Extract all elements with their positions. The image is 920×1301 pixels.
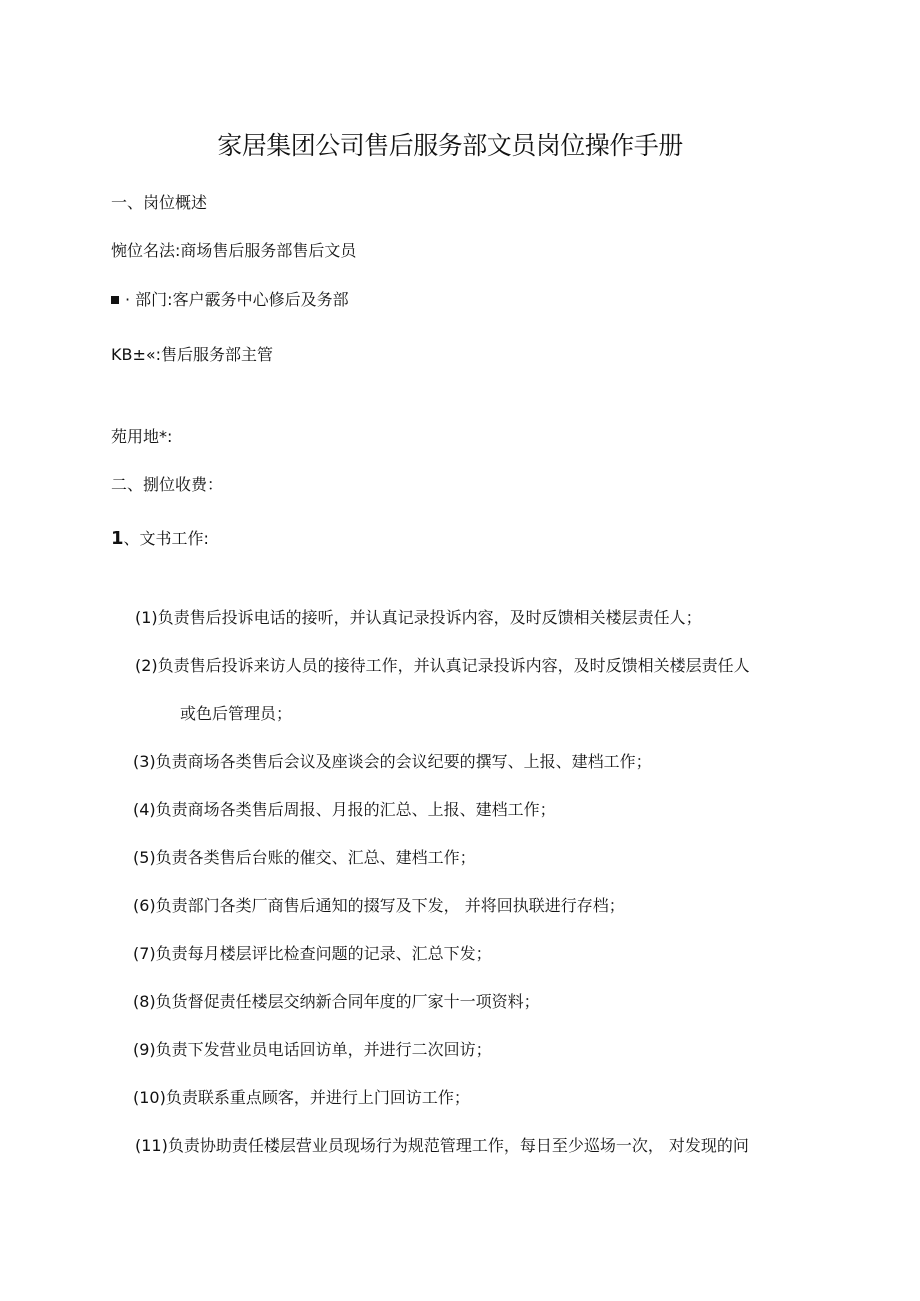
department-value: 客户霰务中心修后及务部 <box>172 290 349 309</box>
section-heading-overview: 一、岗位概述 <box>111 193 208 212</box>
department-line <box>111 290 349 310</box>
bullet-square-icon <box>111 296 119 304</box>
duty-item-continuation: 或色后管理员； <box>180 704 293 723</box>
superior-line: KB±«:售后服务部主管 <box>111 345 274 364</box>
subsection-number: 1 <box>111 528 124 549</box>
department-prefix: · 部门: <box>125 290 173 309</box>
duty-item: (4)负责商场各类售后周报、月报的汇总、上报、建档工作； <box>133 800 556 819</box>
duty-item: (8)负货督促责任楼层交纳新合同年度的厂家十一项资料； <box>133 992 540 1011</box>
applicable-line: 苑用地*: <box>111 427 173 446</box>
section-heading-duties: 二、捌位收费： <box>111 475 224 494</box>
subsection-heading-clerical <box>111 529 209 549</box>
duty-item: (3)负责商场各类售后会议及座谈会的会议纪要的撰写、上报、建档工作； <box>133 752 652 771</box>
position-name-line: 惋位名法:商场售后服务部售后文员 <box>111 241 357 260</box>
document-title: 家居集团公司售后服务部文员岗位操作手册 <box>217 131 683 160</box>
duty-item: (2)负责售后投诉来访人员的接待工作，并认真记录投诉内容，及时反馈相关楼层责任人 <box>135 656 750 675</box>
duty-item: (1)负责售后投诉电话的接听，并认真记录投诉内容，及时反馈相关楼层责任人； <box>135 608 702 627</box>
duty-item: (5)负责各类售后台账的催交、汇总、建档工作； <box>133 848 476 867</box>
subsection-label: 、文书工作: <box>123 529 209 548</box>
duty-item: (7)负责每月楼层评比检查问题的记录、汇总下发； <box>133 944 492 963</box>
duty-item: (10)负责联系重点顾客，并进行上门回访工作； <box>133 1088 470 1107</box>
duty-item: (6)负责部门各类厂商售后通知的掇写及下发， 并将回执联进行存档； <box>133 896 625 915</box>
duty-item: (9)负责下发营业员电话回访单，并进行二次回访； <box>133 1040 492 1059</box>
duty-item: (11)负责协助责任楼层营业员现场行为规范管理工作，每日至少巡场一次， 对发现的问 <box>135 1136 749 1155</box>
